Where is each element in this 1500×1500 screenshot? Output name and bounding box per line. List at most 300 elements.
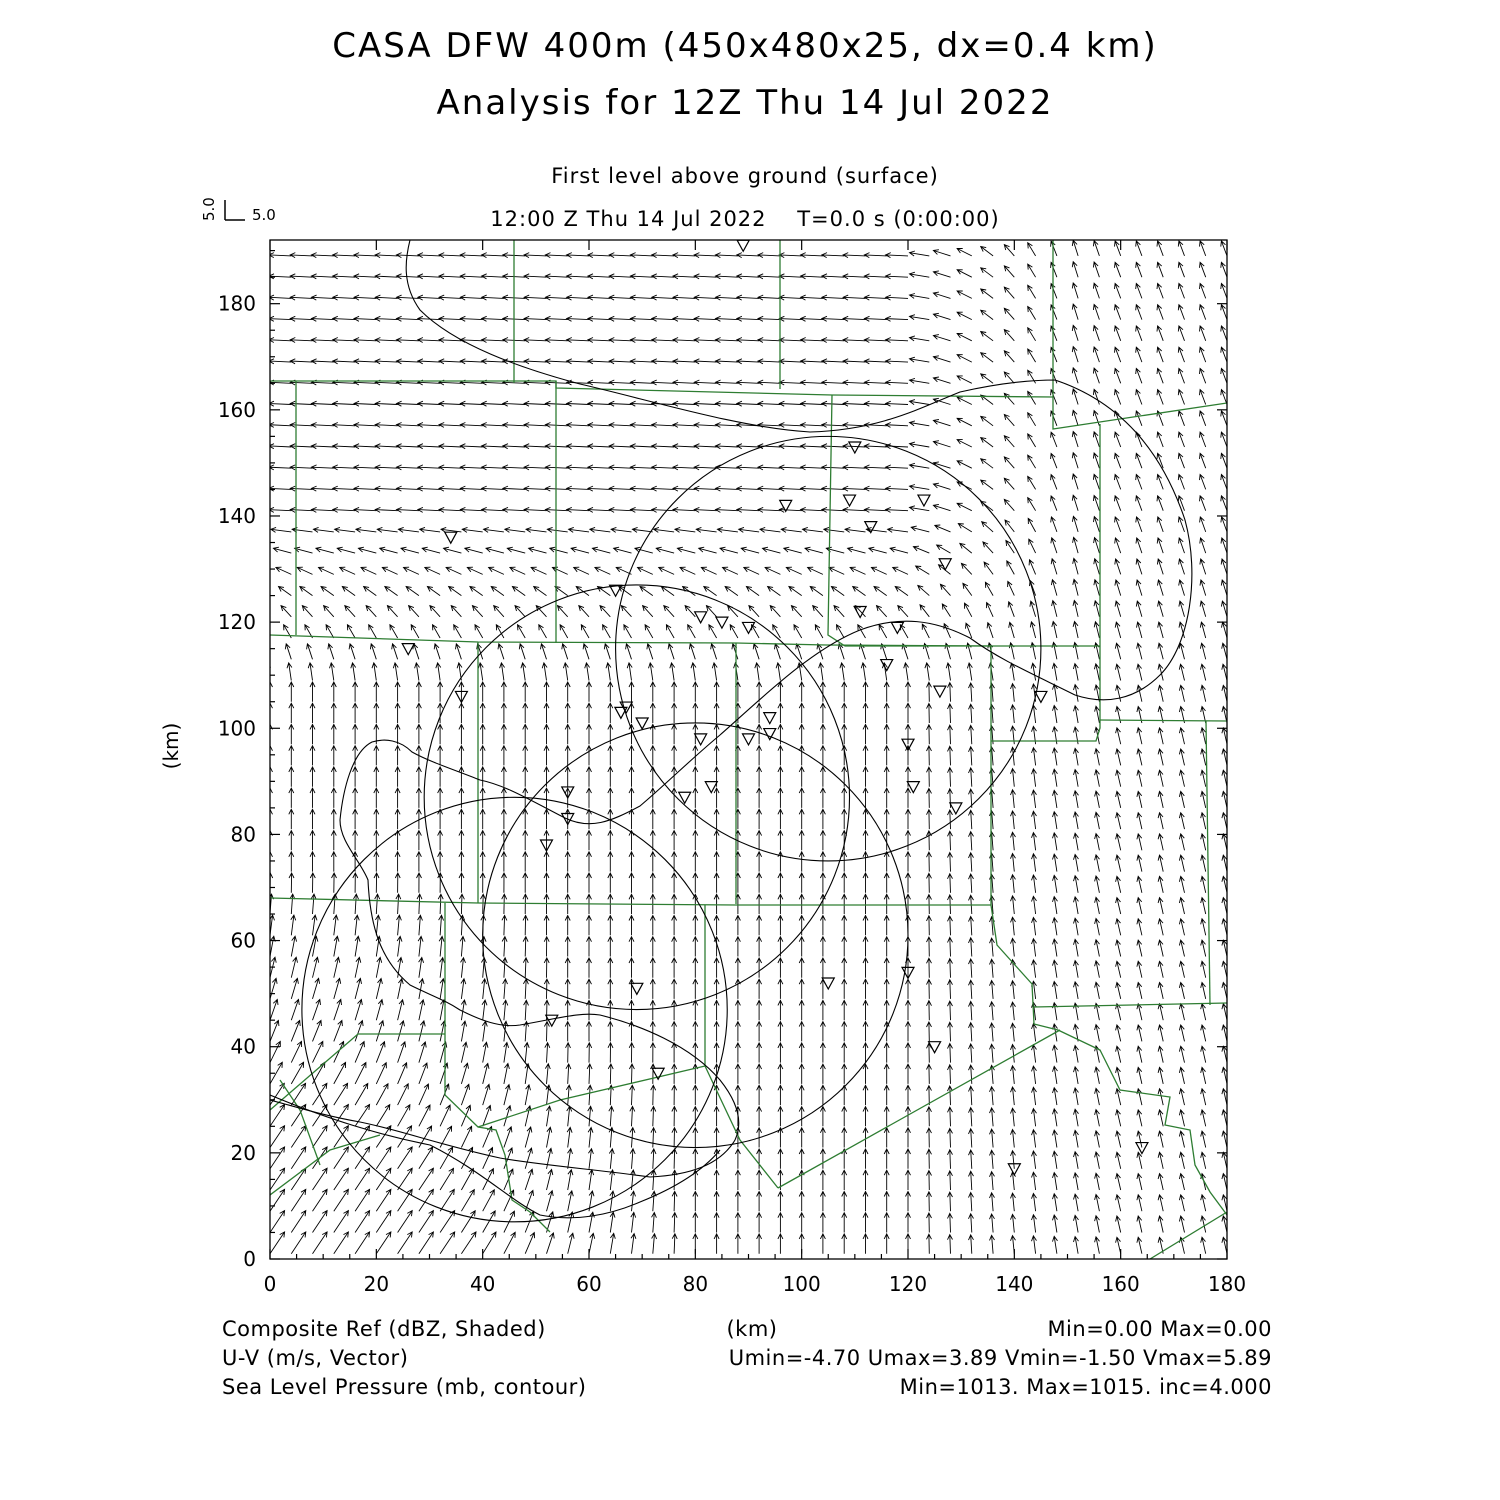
vector-key bbox=[200, 197, 276, 224]
wind-vector bbox=[248, 423, 270, 428]
wind-vector bbox=[1221, 347, 1227, 362]
wind-vector bbox=[1222, 770, 1227, 787]
wind-vector bbox=[1179, 685, 1184, 701]
wind-vector bbox=[820, 746, 825, 766]
wind-vector bbox=[565, 703, 570, 723]
wind-vector bbox=[1201, 1067, 1206, 1084]
wind-vector bbox=[778, 682, 783, 702]
wind-vector bbox=[629, 1043, 634, 1063]
wind-vector bbox=[311, 894, 316, 914]
wind-vector bbox=[801, 295, 823, 300]
wind-vector bbox=[820, 1064, 825, 1084]
wind-vector bbox=[673, 444, 695, 449]
wind-vector bbox=[716, 359, 738, 364]
wind-vector bbox=[544, 873, 549, 893]
wind-vector bbox=[1011, 896, 1016, 914]
wind-vector bbox=[544, 746, 549, 766]
wind-vector bbox=[1158, 1216, 1163, 1233]
wind-vector bbox=[1116, 1004, 1121, 1021]
wind-vector bbox=[906, 724, 911, 744]
wind-vector bbox=[1222, 685, 1227, 701]
wind-vector bbox=[374, 788, 379, 808]
wind-vector bbox=[699, 547, 717, 553]
wind-vector bbox=[439, 486, 461, 491]
wind-vector bbox=[694, 253, 716, 258]
wind-vector bbox=[512, 587, 525, 596]
wind-vector bbox=[375, 295, 397, 300]
wind-vector bbox=[758, 295, 780, 300]
wind-vector bbox=[778, 916, 783, 936]
wind-vector bbox=[524, 444, 546, 449]
footer-shading-label: Composite Ref (dBZ, Shaded) bbox=[222, 1317, 546, 1341]
wind-vector bbox=[799, 894, 804, 914]
wind-vector bbox=[1179, 855, 1184, 872]
wind-vector bbox=[1137, 1025, 1142, 1041]
wind-vector bbox=[1008, 602, 1014, 617]
wind-vector bbox=[969, 747, 974, 766]
wind-vector bbox=[1053, 1215, 1058, 1233]
wind-vector bbox=[1179, 664, 1184, 680]
wind-vector bbox=[652, 274, 674, 279]
wind-vector bbox=[906, 1170, 911, 1190]
wind-vector bbox=[701, 567, 716, 574]
wind-vector bbox=[652, 316, 674, 321]
wind-vector bbox=[758, 465, 780, 470]
wind-vector bbox=[673, 316, 695, 321]
wind-vector bbox=[1095, 770, 1100, 787]
wind-vector bbox=[550, 547, 568, 553]
wind-vector bbox=[838, 644, 844, 660]
wind-vector bbox=[714, 894, 719, 914]
wind-vector bbox=[1178, 432, 1184, 447]
wind-vector bbox=[1011, 811, 1016, 829]
wind-vector bbox=[927, 1022, 932, 1041]
wind-vector bbox=[547, 1191, 554, 1212]
wind-vector bbox=[735, 1000, 740, 1020]
wind-vector bbox=[913, 546, 929, 553]
wind-vector bbox=[1116, 855, 1121, 872]
wind-vector bbox=[290, 274, 312, 279]
wind-vector bbox=[1136, 432, 1142, 447]
wind-vector bbox=[418, 936, 423, 956]
wind-vector bbox=[1072, 389, 1078, 405]
wind-vector bbox=[778, 1213, 783, 1233]
vector-key-horizontal-label: 5.0 bbox=[252, 206, 276, 224]
wind-vector bbox=[311, 274, 333, 279]
wind-vector bbox=[629, 873, 634, 893]
wind-vector bbox=[799, 979, 804, 999]
wind-vector bbox=[398, 1105, 410, 1127]
wind-vector bbox=[440, 1232, 455, 1254]
wind-vector bbox=[581, 625, 589, 638]
wind-vector bbox=[588, 253, 610, 258]
wind-vector bbox=[884, 746, 889, 766]
wind-vector bbox=[1032, 790, 1037, 808]
wind-vector bbox=[1221, 326, 1227, 341]
wind-vector bbox=[334, 1232, 349, 1254]
wind-vector bbox=[906, 1128, 911, 1148]
wind-vector bbox=[297, 567, 312, 574]
wind-vector bbox=[393, 663, 398, 681]
wind-vector bbox=[652, 380, 674, 385]
wind-vector bbox=[524, 486, 546, 491]
wind-vector bbox=[355, 1000, 362, 1021]
wind-vector bbox=[326, 625, 334, 638]
wind-vector bbox=[1072, 368, 1078, 384]
wind-vector bbox=[587, 852, 592, 872]
wind-vector bbox=[673, 274, 695, 279]
wind-vector bbox=[1072, 516, 1078, 532]
wind-vector bbox=[737, 359, 759, 364]
wind-vector bbox=[353, 703, 358, 723]
wind-vector bbox=[398, 979, 404, 999]
wind-vector bbox=[863, 1000, 868, 1020]
wind-vector bbox=[1137, 1237, 1142, 1253]
wind-vector bbox=[957, 376, 972, 383]
wind-vector bbox=[693, 852, 698, 872]
wind-vector bbox=[354, 423, 376, 428]
wind-vector bbox=[910, 463, 930, 468]
wind-vector bbox=[1136, 390, 1142, 405]
wind-vector bbox=[1222, 643, 1227, 659]
wind-vector bbox=[525, 1064, 530, 1084]
time-subtitle: 12:00 Z Thu 14 Jul 2022 T=0.0 s (0:00:00) bbox=[490, 207, 1000, 231]
wind-vector bbox=[863, 809, 868, 829]
wind-vector bbox=[842, 703, 847, 723]
wind-vector bbox=[609, 274, 631, 279]
county-boundary bbox=[1100, 720, 1227, 721]
wind-vector bbox=[652, 465, 674, 470]
wind-vector bbox=[948, 768, 953, 787]
wind-vector bbox=[311, 316, 333, 321]
wind-vector bbox=[757, 831, 762, 851]
wind-vector bbox=[673, 253, 695, 258]
station-marker bbox=[891, 622, 903, 633]
wind-vector bbox=[334, 978, 341, 999]
wind-vector bbox=[737, 444, 759, 449]
wind-vector bbox=[588, 444, 610, 449]
wind-vector bbox=[969, 959, 974, 978]
wind-vector bbox=[269, 507, 291, 512]
wind-vector bbox=[375, 274, 397, 279]
wind-vector bbox=[801, 338, 823, 343]
wind-vector bbox=[440, 1063, 448, 1084]
wind-vector bbox=[480, 788, 485, 808]
wind-vector bbox=[630, 274, 652, 279]
wind-vector bbox=[1179, 919, 1184, 936]
wind-vector bbox=[799, 767, 804, 787]
wind-vector bbox=[376, 1189, 391, 1211]
wind-vector bbox=[1095, 1152, 1100, 1169]
wind-vector bbox=[933, 420, 950, 426]
wind-vector bbox=[778, 979, 783, 999]
wind-vector bbox=[1201, 855, 1206, 872]
wind-vector bbox=[906, 788, 911, 808]
wind-vector bbox=[558, 606, 568, 617]
wind-vector bbox=[948, 789, 953, 808]
wind-vector bbox=[291, 936, 296, 956]
county-boundaries bbox=[270, 240, 1227, 1259]
wind-vector bbox=[609, 380, 631, 385]
wind-vector bbox=[587, 724, 592, 744]
wind-vector bbox=[820, 1149, 825, 1169]
wind-vector bbox=[281, 606, 291, 617]
footer-vector-label: U-V (m/s, Vector) bbox=[222, 1346, 409, 1370]
wind-vector bbox=[969, 853, 974, 872]
wind-vector bbox=[1115, 622, 1121, 638]
wind-vector bbox=[342, 587, 355, 596]
wind-vector bbox=[906, 1213, 911, 1233]
wind-vector bbox=[523, 682, 528, 702]
wind-vector bbox=[310, 746, 315, 766]
wind-vector bbox=[354, 507, 376, 512]
wind-vector bbox=[629, 682, 634, 702]
wind-vector bbox=[1201, 1237, 1206, 1253]
wind-vector bbox=[374, 682, 379, 702]
wind-vector bbox=[1137, 1110, 1142, 1126]
wind-vector bbox=[888, 527, 908, 532]
wind-vector bbox=[723, 567, 738, 574]
wind-vector bbox=[1137, 1216, 1142, 1233]
wind-vector bbox=[568, 1191, 574, 1211]
wind-vector bbox=[375, 316, 397, 321]
wind-vector bbox=[376, 1021, 384, 1042]
wind-vector bbox=[313, 936, 318, 956]
wind-vector bbox=[501, 746, 506, 766]
wind-vector bbox=[1116, 728, 1121, 744]
wind-vector bbox=[355, 1211, 370, 1233]
wind-vector bbox=[460, 486, 482, 491]
wind-vector bbox=[316, 547, 334, 553]
wind-vector bbox=[270, 999, 278, 1020]
wind-vector bbox=[354, 894, 359, 914]
wind-vector bbox=[248, 380, 270, 385]
wind-vector bbox=[884, 809, 889, 829]
wind-vector bbox=[957, 312, 972, 319]
wind-vector bbox=[666, 625, 674, 638]
wind-vector bbox=[1073, 558, 1078, 574]
wind-vector bbox=[1053, 1109, 1058, 1126]
wind-vector bbox=[735, 979, 740, 999]
wind-vector bbox=[470, 587, 483, 596]
wind-vector bbox=[1053, 939, 1058, 956]
wind-vector bbox=[1051, 284, 1057, 299]
wind-vector bbox=[248, 316, 270, 321]
wind-vector bbox=[927, 789, 932, 808]
wind-vector bbox=[291, 1232, 306, 1254]
wind-vector bbox=[1053, 1236, 1058, 1253]
wind-vector bbox=[270, 1126, 285, 1148]
wind-vector bbox=[927, 704, 932, 724]
wind-vector bbox=[864, 295, 886, 300]
wind-vector bbox=[1222, 622, 1228, 638]
wind-vector bbox=[1137, 983, 1142, 999]
wind-vector bbox=[716, 316, 738, 321]
wind-vector bbox=[673, 359, 695, 364]
wind-vector bbox=[351, 663, 356, 681]
wind-vector bbox=[502, 958, 507, 978]
wind-vector bbox=[361, 567, 376, 574]
wind-vector bbox=[1093, 453, 1099, 468]
wind-vector bbox=[482, 486, 504, 491]
wind-vector bbox=[608, 767, 613, 787]
wind-vector bbox=[822, 423, 844, 428]
wind-vector bbox=[1116, 940, 1121, 956]
wind-vector bbox=[906, 1043, 911, 1063]
wind-vector bbox=[313, 957, 319, 978]
wind-vector bbox=[906, 809, 911, 829]
wind-vector bbox=[1115, 517, 1121, 532]
wind-vector bbox=[302, 606, 312, 617]
wind-vector bbox=[673, 295, 695, 300]
wind-vector bbox=[1116, 876, 1121, 892]
wind-vector bbox=[1179, 728, 1184, 744]
wind-vector bbox=[629, 958, 634, 978]
wind-vector bbox=[906, 1085, 911, 1105]
wind-vector bbox=[436, 663, 441, 681]
wind-vector bbox=[1053, 748, 1058, 765]
wind-vector bbox=[1221, 453, 1227, 468]
wind-vector bbox=[1136, 284, 1142, 299]
wind-vector bbox=[714, 916, 719, 936]
wind-vector bbox=[565, 873, 570, 893]
wind-vector bbox=[969, 1129, 974, 1148]
y-tick-label: 180 bbox=[217, 291, 256, 316]
wind-vector bbox=[419, 958, 424, 978]
wind-vector bbox=[969, 1001, 974, 1020]
wind-vector bbox=[714, 724, 719, 744]
range-ring bbox=[616, 436, 1041, 861]
wind-vector bbox=[1158, 1174, 1163, 1190]
wind-vector bbox=[504, 1127, 512, 1148]
wind-vector bbox=[480, 724, 485, 744]
wind-vector bbox=[461, 1190, 474, 1212]
wind-vector bbox=[842, 1043, 847, 1063]
wind-vector bbox=[1157, 347, 1163, 362]
wind-vector bbox=[1051, 305, 1057, 320]
wind-vector bbox=[1074, 1067, 1079, 1084]
wind-vector bbox=[965, 603, 972, 617]
wind-vector bbox=[545, 359, 567, 364]
wind-vector bbox=[523, 831, 528, 851]
wind-vector bbox=[799, 831, 804, 851]
wind-vector bbox=[884, 1170, 889, 1190]
county-boundary bbox=[478, 1066, 705, 1127]
wind-vector bbox=[524, 423, 546, 428]
footer-shading-range: Min=0.00 Max=0.00 bbox=[1047, 1317, 1272, 1341]
wind-vector bbox=[567, 316, 589, 321]
wind-vector bbox=[313, 1232, 328, 1254]
wind-vector bbox=[969, 1108, 974, 1127]
wind-vector bbox=[600, 606, 610, 617]
wind-vector bbox=[1137, 749, 1142, 765]
wind-vector bbox=[922, 624, 929, 638]
wind-vector bbox=[969, 1193, 974, 1212]
wind-vector bbox=[287, 663, 292, 681]
wind-vector bbox=[647, 644, 653, 660]
wind-vector bbox=[948, 1001, 953, 1020]
wind-vector bbox=[1222, 898, 1227, 914]
wind-vector bbox=[714, 958, 719, 978]
wind-vector bbox=[933, 271, 950, 277]
wind-vector bbox=[1004, 330, 1014, 341]
wind-vector bbox=[269, 359, 291, 364]
wind-vector bbox=[347, 625, 355, 638]
wind-vector bbox=[438, 767, 443, 787]
wind-vector bbox=[1028, 455, 1036, 468]
wind-vector bbox=[1136, 368, 1142, 383]
wind-vector bbox=[486, 547, 504, 553]
wind-vector bbox=[313, 978, 320, 999]
wind-vector bbox=[313, 527, 333, 532]
wind-vector bbox=[396, 894, 401, 914]
wind-vector bbox=[799, 1149, 804, 1169]
wind-vector bbox=[842, 937, 847, 957]
wind-vector bbox=[820, 1234, 825, 1254]
wind-vector bbox=[714, 1128, 719, 1148]
wind-vector bbox=[693, 1128, 698, 1148]
wind-vector bbox=[1116, 1216, 1121, 1233]
wind-vector bbox=[585, 663, 590, 681]
wind-vector bbox=[354, 274, 376, 279]
wind-vector bbox=[1115, 601, 1121, 617]
wind-vector bbox=[374, 873, 379, 893]
wind-vector bbox=[649, 663, 654, 681]
wind-vector bbox=[822, 338, 844, 343]
wind-vector bbox=[801, 274, 823, 279]
wind-vector bbox=[313, 1041, 323, 1062]
wind-vector bbox=[672, 1234, 677, 1254]
wind-vector bbox=[842, 1128, 847, 1148]
wind-vector bbox=[1158, 643, 1163, 659]
wind-vector bbox=[737, 295, 759, 300]
wind-vector bbox=[355, 1126, 370, 1148]
wind-vector bbox=[354, 915, 359, 935]
wind-vector bbox=[664, 606, 674, 617]
wind-vector bbox=[1179, 1046, 1184, 1062]
wind-vector bbox=[778, 703, 783, 723]
wind-vector bbox=[799, 1000, 804, 1020]
wind-vector bbox=[757, 1107, 762, 1127]
wind-vector bbox=[503, 1000, 508, 1020]
wind-vector bbox=[779, 507, 801, 512]
wind-vector bbox=[758, 316, 780, 321]
wind-vector bbox=[411, 625, 419, 638]
wind-vector bbox=[910, 378, 930, 383]
station-marker bbox=[737, 240, 749, 251]
wind-vector bbox=[779, 295, 801, 300]
wind-vector bbox=[650, 979, 655, 999]
wind-vector bbox=[863, 746, 868, 766]
wind-vector bbox=[834, 606, 844, 617]
wind-vector bbox=[587, 1064, 592, 1084]
wind-vector bbox=[1074, 833, 1079, 850]
wind-vector bbox=[276, 567, 291, 574]
wind-vector bbox=[1053, 1088, 1058, 1105]
wind-vector bbox=[494, 606, 504, 617]
wind-vector bbox=[1178, 262, 1184, 277]
wind-vector bbox=[948, 746, 953, 765]
wind-vector bbox=[416, 788, 421, 808]
wind-vector bbox=[654, 527, 675, 532]
x-tick-label: 140 bbox=[995, 1272, 1034, 1296]
wind-vector bbox=[290, 444, 312, 449]
wind-vector bbox=[1136, 517, 1142, 532]
wind-vector bbox=[843, 359, 865, 364]
wind-vector bbox=[672, 746, 677, 766]
wind-vector bbox=[521, 663, 526, 681]
wind-vector bbox=[1032, 918, 1037, 936]
